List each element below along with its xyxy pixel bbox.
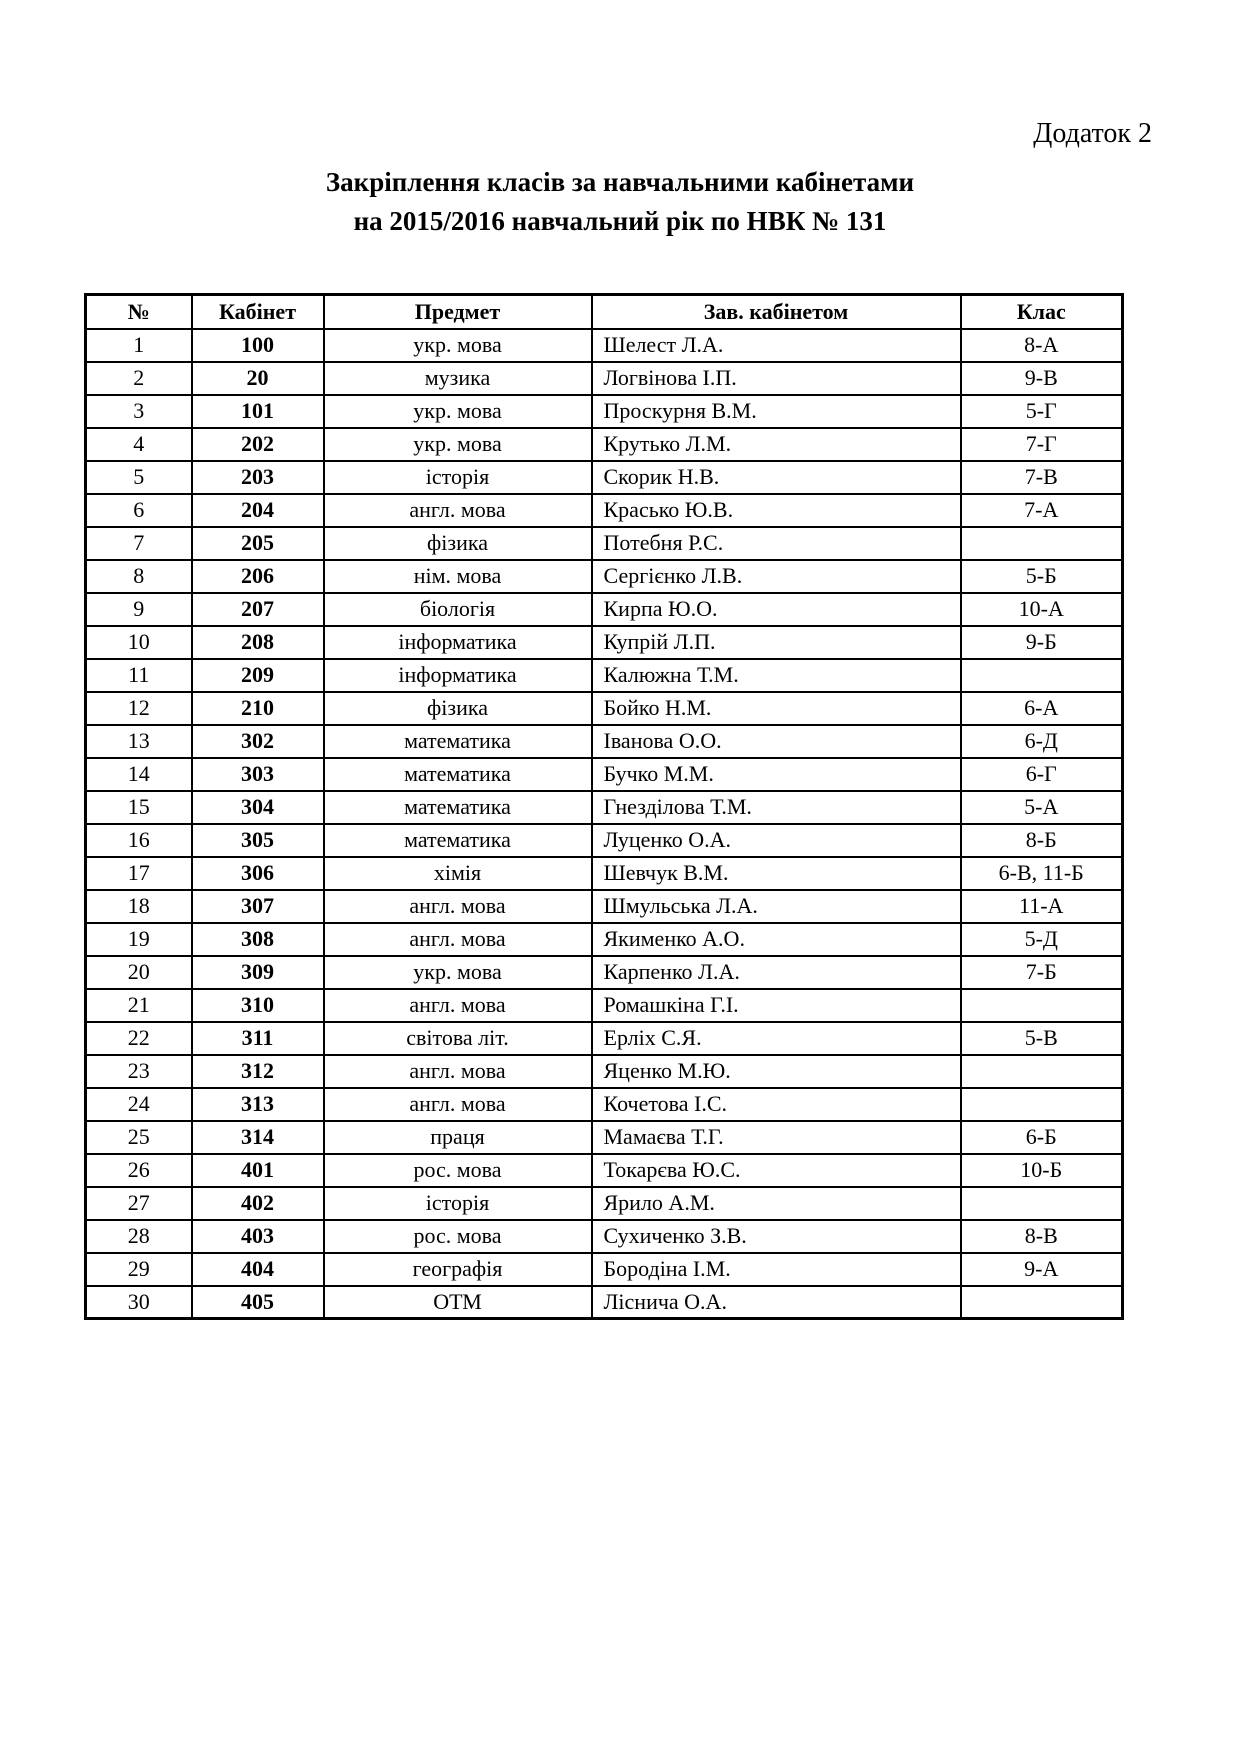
table-row [86, 494, 1123, 527]
class-cell: 6-А [961, 692, 1123, 725]
title-line-1: Закріплення класів за навчальними кабінетами [325, 167, 915, 197]
table-row [86, 1154, 1123, 1187]
room-cell: 206 [192, 560, 324, 593]
subject-cell: математика [324, 725, 592, 758]
row-number-cell: 7 [86, 527, 192, 560]
table-row [86, 824, 1123, 857]
row-number-cell: 17 [86, 857, 192, 890]
table-row [86, 692, 1123, 725]
head-teacher-cell: Мамаєва Т.Г. [592, 1121, 961, 1154]
head-teacher-cell: Логвінова І.П. [592, 362, 961, 395]
head-teacher-cell: Купрій Л.П. [592, 626, 961, 659]
table-row [86, 956, 1123, 989]
table-row [86, 989, 1123, 1022]
column-header-head: Зав. кабінетом [592, 295, 961, 329]
subject-cell: біологія [324, 593, 592, 626]
class-cell [961, 1055, 1123, 1088]
class-cell: 9-А [961, 1253, 1123, 1286]
appendix-label: Додаток 2 [1033, 118, 1152, 149]
head-teacher-cell: Бойко Н.М. [592, 692, 961, 725]
row-number-cell: 18 [86, 890, 192, 923]
row-number-cell: 21 [86, 989, 192, 1022]
class-cell: 7-А [961, 494, 1123, 527]
room-cell: 101 [192, 395, 324, 428]
table-row [86, 791, 1123, 824]
row-number-cell: 24 [86, 1088, 192, 1121]
table-row [86, 626, 1123, 659]
subject-cell: англ. мова [324, 890, 592, 923]
subject-cell: географія [324, 1253, 592, 1286]
table-row [86, 923, 1123, 956]
class-cell: 9-Б [961, 626, 1123, 659]
room-cell: 210 [192, 692, 324, 725]
head-teacher-cell: Кирпа Ю.О. [592, 593, 961, 626]
row-number-cell: 27 [86, 1187, 192, 1220]
table-row [86, 1187, 1123, 1220]
table-row [86, 890, 1123, 923]
room-cell: 313 [192, 1088, 324, 1121]
room-cell: 401 [192, 1154, 324, 1187]
head-teacher-cell: Сергієнко Л.В. [592, 560, 961, 593]
head-teacher-cell: Скорик Н.В. [592, 461, 961, 494]
head-teacher-cell: Красько Ю.В. [592, 494, 961, 527]
class-cell: 5-Д [961, 923, 1123, 956]
table-row [86, 1286, 1123, 1319]
room-cell: 304 [192, 791, 324, 824]
subject-cell: англ. мова [324, 923, 592, 956]
class-cell: 5-Б [961, 560, 1123, 593]
row-number-cell: 3 [86, 395, 192, 428]
row-number-cell: 10 [86, 626, 192, 659]
column-header-room: Кабінет [192, 295, 324, 329]
head-teacher-cell: Проскурня В.М. [592, 395, 961, 428]
subject-cell: укр. мова [324, 329, 592, 362]
table-row [86, 593, 1123, 626]
row-number-cell: 15 [86, 791, 192, 824]
table-row [86, 659, 1123, 692]
head-teacher-cell: Ерліх С.Я. [592, 1022, 961, 1055]
row-number-cell: 19 [86, 923, 192, 956]
row-number-cell: 6 [86, 494, 192, 527]
room-cell: 207 [192, 593, 324, 626]
subject-cell: математика [324, 824, 592, 857]
table-row [86, 857, 1123, 890]
row-number-cell: 2 [86, 362, 192, 395]
room-cell: 20 [192, 362, 324, 395]
subject-cell: інформатика [324, 659, 592, 692]
room-cell: 306 [192, 857, 324, 890]
head-teacher-cell: Токарєва Ю.С. [592, 1154, 961, 1187]
room-cell: 302 [192, 725, 324, 758]
room-cell: 305 [192, 824, 324, 857]
head-teacher-cell: Гнезділова Т.М. [592, 791, 961, 824]
room-cell: 203 [192, 461, 324, 494]
subject-cell: укр. мова [324, 428, 592, 461]
head-teacher-cell: Ромашкіна Г.І. [592, 989, 961, 1022]
room-cell: 204 [192, 494, 324, 527]
row-number-cell: 22 [86, 1022, 192, 1055]
head-teacher-cell: Якименко А.О. [592, 923, 961, 956]
table-row [86, 1055, 1123, 1088]
room-cell: 405 [192, 1286, 324, 1319]
room-cell: 403 [192, 1220, 324, 1253]
subject-cell: ОТМ [324, 1286, 592, 1319]
subject-cell: математика [324, 758, 592, 791]
class-cell: 5-В [961, 1022, 1123, 1055]
room-cell: 312 [192, 1055, 324, 1088]
head-teacher-cell: Яценко М.Ю. [592, 1055, 961, 1088]
head-teacher-cell: Бучко М.М. [592, 758, 961, 791]
room-cell: 202 [192, 428, 324, 461]
class-cell [961, 1187, 1123, 1220]
title-line-2: на 2015/2016 навчальний рік по НВК № 131 [353, 206, 887, 236]
table-row [86, 461, 1123, 494]
row-number-cell: 8 [86, 560, 192, 593]
column-header-subject: Предмет [324, 295, 592, 329]
subject-cell: інформатика [324, 626, 592, 659]
head-teacher-cell: Крутько Л.М. [592, 428, 961, 461]
table-row [86, 362, 1123, 395]
room-cell: 209 [192, 659, 324, 692]
table-row [86, 527, 1123, 560]
subject-cell: світова літ. [324, 1022, 592, 1055]
class-cell: 8-А [961, 329, 1123, 362]
class-cell: 7-Б [961, 956, 1123, 989]
room-cell: 307 [192, 890, 324, 923]
column-header-number: № [86, 295, 192, 329]
row-number-cell: 25 [86, 1121, 192, 1154]
row-number-cell: 29 [86, 1253, 192, 1286]
row-number-cell: 14 [86, 758, 192, 791]
head-teacher-cell: Ліснича О.А. [592, 1286, 961, 1319]
subject-cell: англ. мова [324, 494, 592, 527]
class-cell: 6-Г [961, 758, 1123, 791]
class-cell [961, 659, 1123, 692]
subject-cell: англ. мова [324, 989, 592, 1022]
room-cell: 404 [192, 1253, 324, 1286]
class-cell: 8-Б [961, 824, 1123, 857]
subject-cell: рос. мова [324, 1154, 592, 1187]
room-cell: 303 [192, 758, 324, 791]
head-teacher-cell: Потебня Р.С. [592, 527, 961, 560]
row-number-cell: 5 [86, 461, 192, 494]
class-cell: 11-А [961, 890, 1123, 923]
table-row [86, 428, 1123, 461]
class-cell: 8-В [961, 1220, 1123, 1253]
row-number-cell: 13 [86, 725, 192, 758]
room-cell: 311 [192, 1022, 324, 1055]
head-teacher-cell: Шевчук В.М. [592, 857, 961, 890]
table-row [86, 329, 1123, 362]
table-row [86, 1220, 1123, 1253]
room-cell: 402 [192, 1187, 324, 1220]
head-teacher-cell: Луценко О.А. [592, 824, 961, 857]
subject-cell: фізика [324, 527, 592, 560]
classroom-assignment-table [84, 293, 1124, 1320]
table-row [86, 1121, 1123, 1154]
table-header-row [86, 295, 1123, 329]
subject-cell: математика [324, 791, 592, 824]
class-cell: 5-Г [961, 395, 1123, 428]
subject-cell: нім. мова [324, 560, 592, 593]
table-row [86, 725, 1123, 758]
head-teacher-cell: Калюжна Т.М. [592, 659, 961, 692]
row-number-cell: 4 [86, 428, 192, 461]
class-cell [961, 1088, 1123, 1121]
head-teacher-cell: Шмульська Л.А. [592, 890, 961, 923]
room-cell: 205 [192, 527, 324, 560]
row-number-cell: 12 [86, 692, 192, 725]
row-number-cell: 23 [86, 1055, 192, 1088]
row-number-cell: 16 [86, 824, 192, 857]
subject-cell: музика [324, 362, 592, 395]
head-teacher-cell: Карпенко Л.А. [592, 956, 961, 989]
table-row [86, 560, 1123, 593]
subject-cell: історія [324, 461, 592, 494]
class-cell: 6-В, 11-Б [961, 857, 1123, 890]
row-number-cell: 26 [86, 1154, 192, 1187]
room-cell: 314 [192, 1121, 324, 1154]
subject-cell: хімія [324, 857, 592, 890]
subject-cell: праця [324, 1121, 592, 1154]
class-cell: 5-А [961, 791, 1123, 824]
table-row [86, 1088, 1123, 1121]
row-number-cell: 11 [86, 659, 192, 692]
row-number-cell: 9 [86, 593, 192, 626]
head-teacher-cell: Ярило А.М. [592, 1187, 961, 1220]
row-number-cell: 20 [86, 956, 192, 989]
row-number-cell: 28 [86, 1220, 192, 1253]
room-cell: 100 [192, 329, 324, 362]
room-cell: 308 [192, 923, 324, 956]
class-cell: 7-В [961, 461, 1123, 494]
subject-cell: англ. мова [324, 1055, 592, 1088]
table-row [86, 758, 1123, 791]
class-cell: 6-Б [961, 1121, 1123, 1154]
head-teacher-cell: Шелест Л.А. [592, 329, 961, 362]
subject-cell: рос. мова [324, 1220, 592, 1253]
head-teacher-cell: Сухиченко З.В. [592, 1220, 961, 1253]
class-cell: 10-Б [961, 1154, 1123, 1187]
table-row [86, 395, 1123, 428]
table-body [86, 329, 1123, 1319]
class-cell [961, 989, 1123, 1022]
document-title [0, 163, 1240, 241]
subject-cell: фізика [324, 692, 592, 725]
subject-cell: укр. мова [324, 956, 592, 989]
head-teacher-cell: Іванова О.О. [592, 725, 961, 758]
column-header-class: Клас [961, 295, 1123, 329]
row-number-cell: 1 [86, 329, 192, 362]
head-teacher-cell: Кочетова І.С. [592, 1088, 961, 1121]
subject-cell: англ. мова [324, 1088, 592, 1121]
row-number-cell: 30 [86, 1286, 192, 1319]
table-row [86, 1253, 1123, 1286]
head-teacher-cell: Бородіна І.М. [592, 1253, 961, 1286]
room-cell: 208 [192, 626, 324, 659]
subject-cell: історія [324, 1187, 592, 1220]
room-cell: 309 [192, 956, 324, 989]
table-row [86, 1022, 1123, 1055]
class-cell [961, 1286, 1123, 1319]
class-cell: 9-В [961, 362, 1123, 395]
room-cell: 310 [192, 989, 324, 1022]
class-cell: 6-Д [961, 725, 1123, 758]
class-cell: 7-Г [961, 428, 1123, 461]
class-cell: 10-А [961, 593, 1123, 626]
subject-cell: укр. мова [324, 395, 592, 428]
class-cell [961, 527, 1123, 560]
